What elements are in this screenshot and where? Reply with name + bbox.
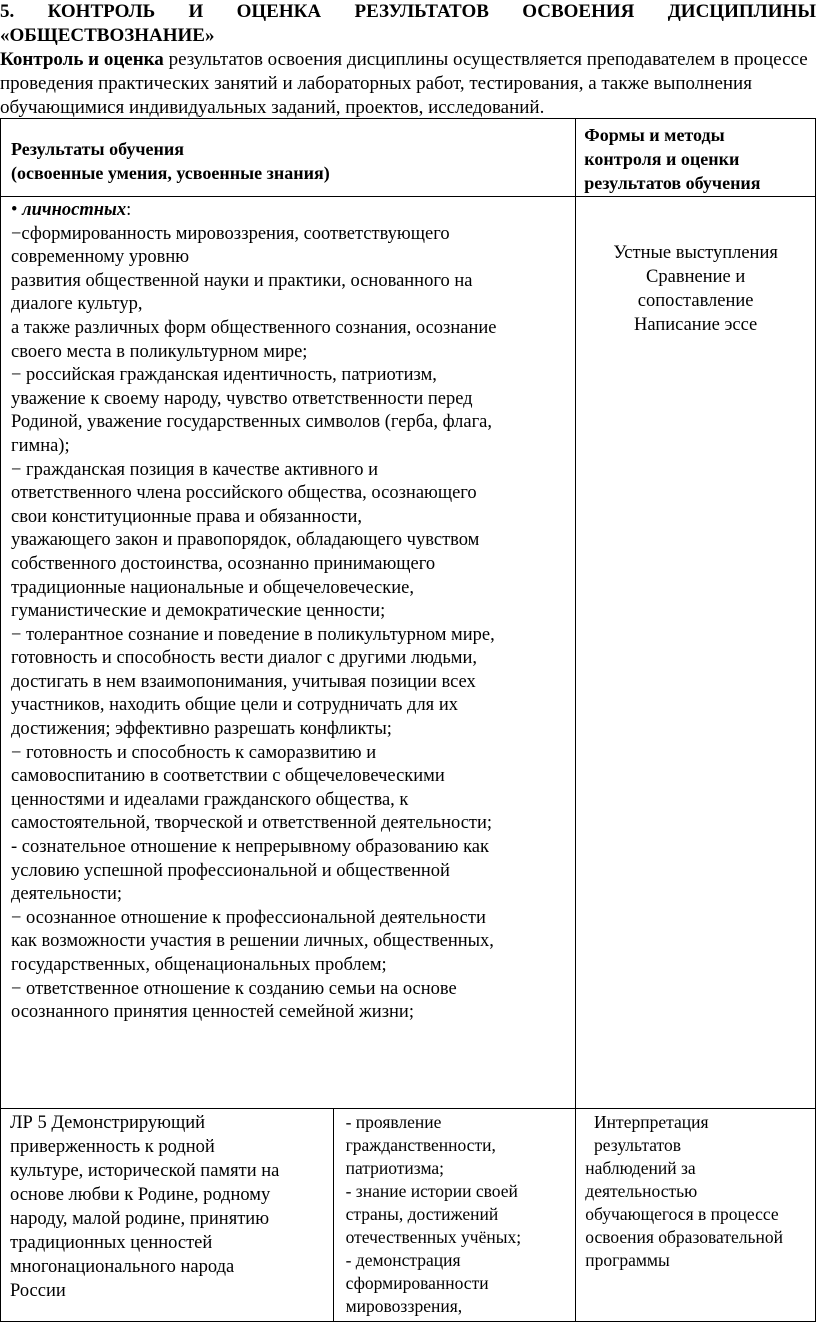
lr5-indicator-line: сформированности (345, 1273, 489, 1293)
header-results-title: Результаты обучения (11, 139, 185, 159)
header-results-cell (1, 119, 576, 197)
result-line: свои конституционные права и обязанности, (11, 506, 362, 527)
header-methods-line-3: результатов обучения (584, 173, 761, 193)
lr5-method-line: наблюдений за (585, 1158, 696, 1178)
bullet: • (11, 200, 23, 220)
lr5-indicator-line: страны, достижений (345, 1204, 499, 1224)
result-line: условию успешной профессиональной и общественной (11, 860, 450, 881)
result-line: уважающего закон и правопорядок, обладающего чувством (11, 530, 480, 551)
result-line: уважение к своему народу, чувство ответственности перед (11, 388, 473, 409)
result-line: традиционные национальные и общечеловеческие, (11, 577, 414, 598)
lr5-description-list (10, 1111, 333, 1303)
personal-methods-cell (576, 197, 816, 1109)
lr5-method-line: Интерпретация (585, 1112, 709, 1132)
result-line: деятельности; (11, 884, 123, 905)
result-line: собственного достоинства, осознанно принимающего (11, 553, 436, 574)
header-methods-line-1: Формы и методы (584, 125, 725, 145)
lr5-methods-cell (576, 1109, 816, 1322)
result-line: гуманистические и демократические ценности; (11, 601, 386, 622)
lr5-indicators-list (346, 1111, 576, 1318)
personal-category-line (11, 199, 575, 223)
result-line: достижения; эффективно разрешать конфликты; (11, 719, 392, 740)
lr5-indicator-line: мировоззрения, (345, 1296, 463, 1316)
lr5-description-line: народу, малой родине, принятию (10, 1209, 270, 1229)
result-line: самостоятельной, творческой и ответственной деятельности; (11, 813, 493, 834)
result-line: осознанного принятия ценностей семейной жизни; (11, 1002, 414, 1023)
personal-results-list (11, 223, 575, 1025)
result-line: − готовность и способность к саморазвитию и (11, 742, 377, 763)
result-line: готовность и способность вести диалог с другими людьми, (11, 648, 478, 669)
lr5-indicators-cell (334, 1109, 577, 1322)
result-line: государственных, общенациональных проблем; (11, 955, 387, 975)
lr5-indicator-line: - проявление (345, 1112, 442, 1132)
result-line: − гражданская позиция в качестве активного и (11, 459, 378, 480)
intro-text: результатов освоения дисциплины осуществляется преподавателем в процессе проведения практических занятий и лабораторных работ, тестирования, а также выполнения обучающимися индивидуальных заданий, проектов, исследований. (0, 49, 808, 118)
heading-line-1: 5. КОНТРОЛЬ И ОЦЕНКА РЕЗУЛЬТАТОВ ОСВОЕНИЯ ДИСЦИПЛИНЫ (0, 1, 816, 22)
lr5-method-line: результатов (585, 1135, 681, 1155)
personal-results-cell (1, 197, 576, 1109)
lr5-description-line: многонационального народа (10, 1257, 235, 1277)
result-line: а также различных форм общественного сознания, осознание (11, 317, 497, 338)
lr5-description-line: ЛР 5 Демонстрирующий (10, 1113, 206, 1133)
lr5-indicator-line: патриотизма; (345, 1158, 445, 1178)
section-heading (0, 0, 816, 48)
result-line: Родиной, уважение государственных символов (герба, флага, (11, 412, 493, 433)
result-line: своего места в поликультурном мире; (11, 341, 308, 362)
lr5-description-line: культуре, исторической памяти на (10, 1161, 280, 1181)
intro-bold-lead: Контроль и оценка (0, 49, 164, 70)
result-line: ценностями и идеалами гражданского общества, к (11, 789, 409, 810)
header-results-subtitle: (освоенные умения, усвоенные знания) (11, 163, 330, 183)
lr5-indicator-line: гражданственности, (345, 1135, 496, 1155)
lr5-indicator-line: отечественных учёных; (345, 1227, 522, 1247)
method-line: Написание эссе (634, 315, 758, 335)
result-line: − ответственное отношение к созданию семьи на основе (11, 978, 457, 999)
result-line: развития общественной науки и практики, основанного на (11, 270, 473, 291)
result-line: - сознательное отношение к непрерывному образованию как (11, 837, 490, 858)
result-line: участников, находить общие цели и сотрудничать для их (11, 695, 458, 716)
table-header-row (0, 118, 816, 197)
result-line: −сформированность мировоззрения, соответствующего (11, 223, 450, 244)
result-line: гимна); (11, 435, 70, 456)
result-line: диалоге культур, (11, 294, 143, 315)
method-line: Устные выступления (613, 243, 778, 263)
lr5-method-line: программы (585, 1250, 670, 1270)
result-line: самовоспитанию в соответствии с общечеловеческими (11, 766, 445, 787)
result-line: современному уровню (11, 247, 190, 268)
lr5-method-line: обучающегося в процессе (585, 1204, 779, 1224)
result-line: как возможности участия в решении личных, общественных, (11, 931, 494, 952)
intro-paragraph (0, 48, 816, 120)
result-line: − толерантное сознание и поведение в поликультурном мире, (11, 624, 495, 645)
personal-category-label: личностных (22, 200, 127, 220)
lr5-description-line: России (10, 1281, 66, 1301)
lr5-method-line: деятельностью (585, 1181, 698, 1201)
lr5-methods-list (585, 1111, 815, 1272)
result-line: ответственного члена российского общества, осознающего (11, 483, 477, 504)
lr5-description-line: основе любви к Родине, родному (10, 1185, 271, 1205)
personal-methods-list (576, 241, 815, 337)
result-line: − осознанное отношение к профессиональной деятельности (11, 907, 486, 928)
lr5-indicator-line: - демонстрация (345, 1250, 461, 1270)
heading-line-2: «ОБЩЕСТВОЗНАНИЕ» (0, 25, 215, 46)
assessment-table (0, 118, 816, 1322)
method-line: Сравнение и (646, 267, 746, 287)
result-line: достигать в нем взаимопонимания, учитывая позиции всех (11, 671, 476, 692)
category-colon: : (126, 200, 132, 220)
lr5-method-line: освоения образовательной (585, 1227, 783, 1247)
table-row-lr5 (0, 1109, 816, 1322)
lr5-description-line: традиционных ценностей (10, 1233, 213, 1253)
lr5-indicator-line: - знание истории своей (345, 1181, 518, 1201)
result-line: − российская гражданская идентичность, патриотизм, (11, 365, 437, 386)
lr5-description-cell (1, 1109, 334, 1322)
method-line: сопоставление (637, 291, 754, 311)
header-methods-line-2: контроля и оценки (584, 149, 740, 169)
table-row-personal (0, 197, 816, 1109)
header-methods-cell (576, 119, 816, 197)
lr5-description-line: приверженность к родной (10, 1137, 215, 1157)
